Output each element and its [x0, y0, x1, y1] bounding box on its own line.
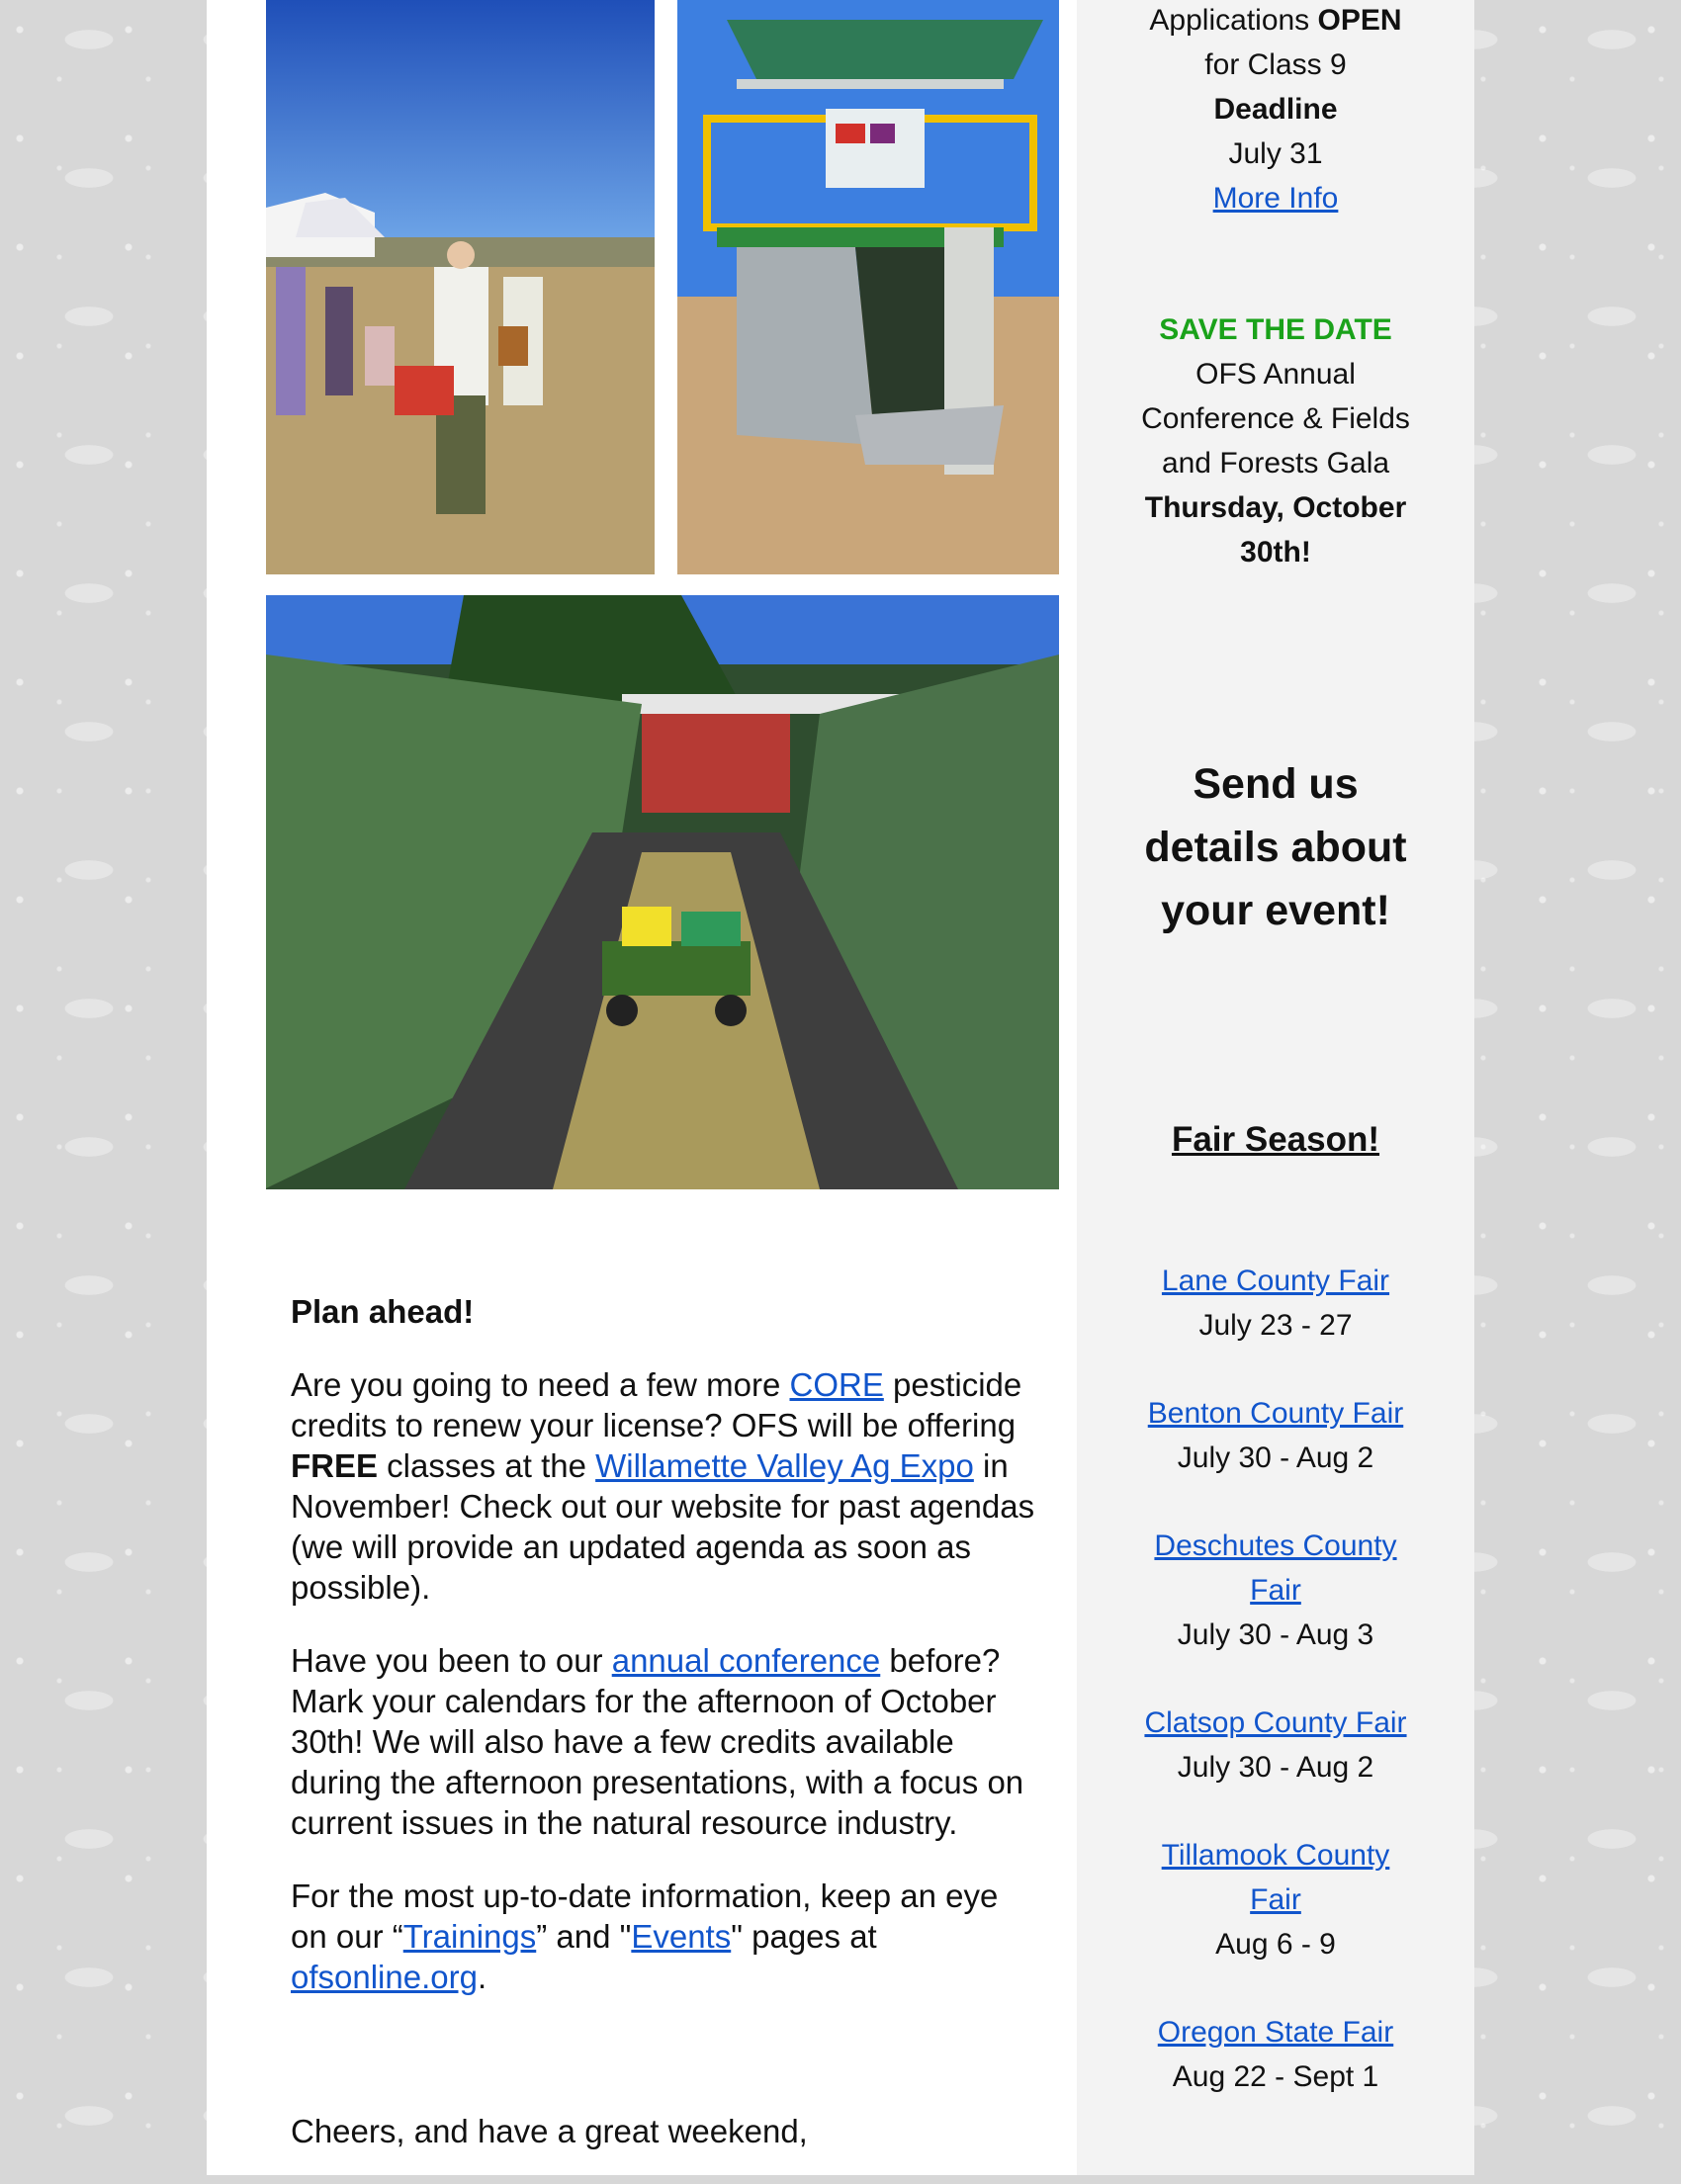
- trainings-link[interactable]: Trainings: [402, 1918, 537, 1955]
- paragraph-core-credits: [291, 1364, 1042, 1608]
- signoff: Cheers, and have a great weekend,: [291, 2113, 808, 2149]
- fair-dates: July 23 - 27: [1198, 1309, 1353, 1342]
- main-text-body: [291, 1291, 1042, 2184]
- applications-block: [1077, 0, 1474, 220]
- applications-prefix: Applications: [1149, 4, 1318, 37]
- fair-item: [1077, 1833, 1474, 1966]
- fair-dates: July 30 - Aug 2: [1177, 1441, 1374, 1474]
- send-event-line-2: details about: [1144, 824, 1407, 871]
- photo-blueberry-rows-robot: [266, 595, 1059, 1189]
- p3-text-3: " pages at: [731, 1918, 877, 1955]
- paragraph-up-to-date: [291, 1876, 1042, 1997]
- sidebar: [1077, 0, 1474, 2175]
- fair-dates: July 30 - Aug 3: [1177, 1618, 1374, 1651]
- p1-text-1: Are you going to need a few more: [291, 1366, 790, 1403]
- fair-link[interactable]: Benton County Fair: [1147, 1397, 1404, 1430]
- p3-text-2: ” and ": [536, 1918, 632, 1955]
- save-date-line-3: and Forests Gala: [1161, 447, 1390, 480]
- send-event-line-3: your event!: [1161, 887, 1390, 934]
- save-date-line-2: Conference & Fields: [1141, 402, 1410, 435]
- fair-link[interactable]: Tillamook County: [1161, 1839, 1390, 1872]
- save-date-line-1: OFS Annual: [1195, 358, 1356, 391]
- ofsonline-link[interactable]: ofsonline.org: [291, 1959, 478, 1995]
- fair-dates: July 30 - Aug 2: [1177, 1751, 1374, 1784]
- deadline-date: July 31: [1228, 137, 1323, 170]
- fair-item: [1077, 2010, 1474, 2099]
- fair-link-line-2[interactable]: Fair: [1250, 1883, 1301, 1916]
- fair-item: [1077, 1701, 1474, 1790]
- deadline-label: Deadline: [1213, 93, 1338, 126]
- core-link[interactable]: CORE: [789, 1366, 884, 1403]
- fair-link[interactable]: Clatsop County Fair: [1144, 1706, 1407, 1739]
- fair-season-title: Fair Season!: [1171, 1120, 1380, 1159]
- save-the-date-label: SAVE THE DATE: [1159, 313, 1392, 346]
- fair-dates: Aug 22 - Sept 1: [1172, 2060, 1379, 2093]
- willamette-expo-link[interactable]: Willamette Valley Ag Expo: [595, 1447, 974, 1484]
- fair-link[interactable]: Lane County Fair: [1161, 1265, 1390, 1297]
- fair-item: [1077, 1524, 1474, 1657]
- events-link[interactable]: Events: [631, 1918, 732, 1955]
- fair-link[interactable]: Oregon State Fair: [1157, 2016, 1394, 2049]
- save-date-date-2: 30th!: [1240, 536, 1311, 568]
- open-bold: OPEN: [1317, 4, 1402, 37]
- save-date-date-1: Thursday, October: [1144, 491, 1407, 524]
- photo-field-day-crowd: [266, 0, 655, 574]
- photo-harvester-machine: [677, 0, 1059, 574]
- p3-text-1: For the most up-to-date information, keep an eye on our “: [291, 1878, 999, 1955]
- fair-item: [1077, 1259, 1474, 1348]
- p1-text-3: classes at the: [378, 1447, 596, 1484]
- free-bold: FREE: [291, 1447, 379, 1484]
- fair-link[interactable]: Deschutes County: [1154, 1529, 1397, 1562]
- p2-text-2: before? Mark your calendars for the afternoon of October 30th! We will also have a few credits available during the afternoon presentations, with a focus on current issues in the natural resource industry.: [291, 1642, 1024, 1841]
- fair-link-line-2[interactable]: Fair: [1250, 1574, 1301, 1607]
- send-event-line-1: Send us: [1193, 760, 1359, 808]
- p1-text-2: pesticide credits to renew your license? OFS will be offering: [291, 1366, 1022, 1443]
- annual-conference-link[interactable]: annual conference: [611, 1642, 881, 1679]
- send-event-block: [1077, 752, 1474, 942]
- p1-text-4: in November! Check out our website for past agendas (we will provide an updated agenda as soon as possible).: [291, 1447, 1035, 1606]
- paragraph-annual-conference: [291, 1640, 1042, 1843]
- fair-item: [1077, 1391, 1474, 1480]
- applications-line-1: [1077, 0, 1474, 43]
- plan-ahead-heading: Plan ahead!: [291, 1293, 475, 1330]
- more-info-link[interactable]: More Info: [1212, 182, 1339, 215]
- p3-text-4: .: [477, 1959, 487, 1995]
- fair-dates: Aug 6 - 9: [1215, 1928, 1336, 1961]
- p2-text-1: Have you been to our: [291, 1642, 612, 1679]
- class-line: for Class 9: [1204, 48, 1347, 81]
- save-the-date-block: [1077, 307, 1474, 574]
